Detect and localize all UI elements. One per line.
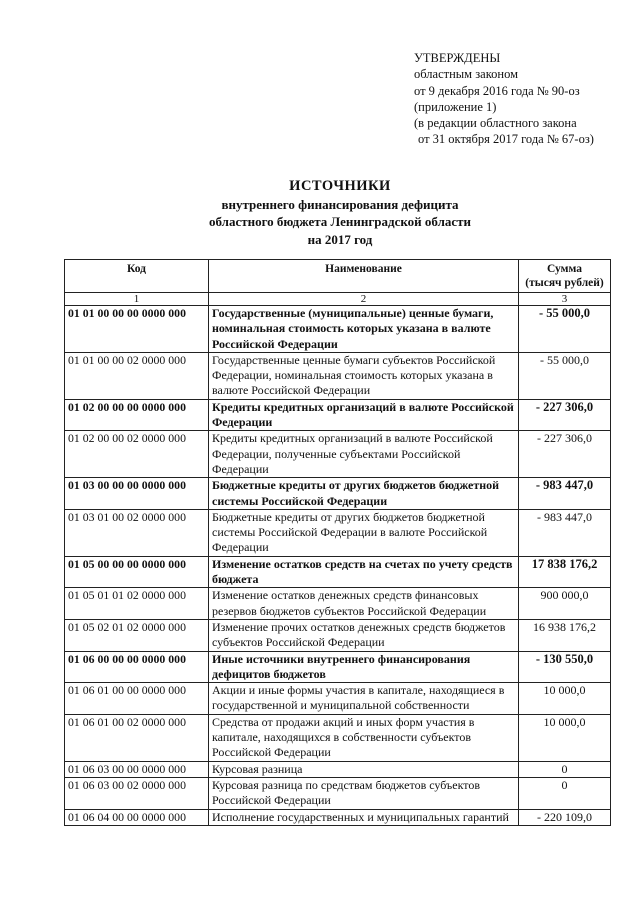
row-code: 01 05 01 01 02 0000 000 [65, 588, 209, 620]
row-name: Изменение остатков средств на счетах по учету средств бюджета [209, 556, 519, 588]
row-code: 01 02 00 00 02 0000 000 [65, 431, 209, 478]
column-number: 1 [65, 293, 209, 306]
column-number-row [65, 293, 611, 306]
row-code: 01 01 00 00 02 0000 000 [65, 352, 209, 399]
row-sum: 0 [519, 761, 611, 777]
title-main: ИСТОЧНИКИ [289, 178, 391, 194]
approval-stamp [414, 50, 594, 148]
row-code: 01 06 00 00 00 0000 000 [65, 651, 209, 683]
row-name: Курсовая разница [209, 761, 519, 777]
table-row [65, 761, 611, 777]
row-code: 01 02 00 00 00 0000 000 [65, 399, 209, 431]
approval-line: от 31 октября 2017 года № 67-оз) [418, 132, 594, 147]
header-sum-label: Сумма [547, 263, 582, 275]
table-row [65, 306, 611, 353]
row-name: Изменение прочих остатков денежных средств бюджетов субъектов Российской Федерации [209, 619, 519, 651]
table-row [65, 556, 611, 588]
row-name: Курсовая разница по средствам бюджетов субъектов Российской Федерации [209, 777, 519, 809]
row-sum: 10 000,0 [519, 683, 611, 715]
table-row [65, 651, 611, 683]
header-code: Код [65, 260, 209, 293]
row-name: Изменение остатков денежных средств финансовых резервов бюджетов субъектов Российской Федерации [209, 588, 519, 620]
row-name: Бюджетные кредиты от других бюджетов бюджетной системы Российской Федерации [209, 478, 519, 510]
row-code: 01 05 00 00 00 0000 000 [65, 556, 209, 588]
approval-line: областным законом [414, 67, 519, 82]
table-row [65, 588, 611, 620]
row-name: Иные источники внутреннего финансирования дефицитов бюджетов [209, 651, 519, 683]
document-title [0, 178, 640, 248]
row-sum: 0 [519, 777, 611, 809]
row-sum: - 220 109,0 [519, 809, 611, 825]
row-code: 01 06 03 00 00 0000 000 [65, 761, 209, 777]
header-sum [519, 260, 611, 293]
row-sum: 10 000,0 [519, 714, 611, 761]
row-code: 01 06 01 00 00 0000 000 [65, 683, 209, 715]
row-sum: 16 938 176,2 [519, 619, 611, 651]
table-row [65, 714, 611, 761]
table-row [65, 399, 611, 431]
approval-line: УТВЕРЖДЕНЫ [414, 51, 501, 65]
row-name: Кредиты кредитных организаций в валюте Российской Федерации, полученные субъектами Российской Федерации [209, 431, 519, 478]
sources-table [64, 259, 611, 826]
header-row [65, 260, 611, 293]
row-sum: - 55 000,0 [519, 306, 611, 353]
row-sum: - 227 306,0 [519, 431, 611, 478]
table-row [65, 809, 611, 825]
approval-line: (приложение 1) [414, 99, 497, 114]
table-row [65, 683, 611, 715]
row-name: Исполнение государственных и муниципальных гарантий [209, 809, 519, 825]
row-code: 01 06 01 00 02 0000 000 [65, 714, 209, 761]
row-name: Государственные ценные бумаги субъектов Российской Федерации, номинальная стоимость которых указана в валюте Российской Федерации [209, 352, 519, 399]
row-name: Акции и иные формы участия в капитале, находящиеся в государственной и муниципальной собственности [209, 683, 519, 715]
row-name: Средства от продажи акций и иных форм участия в капитале, находящихся в собственности субъектов Российской Федерации [209, 714, 519, 761]
column-number: 3 [519, 293, 611, 306]
row-code: 01 03 00 00 00 0000 000 [65, 478, 209, 510]
table-row [65, 777, 611, 809]
row-sum: - 55 000,0 [519, 352, 611, 399]
table-row [65, 619, 611, 651]
table-row [65, 352, 611, 399]
row-sum: 900 000,0 [519, 588, 611, 620]
header-name: Наименование [209, 260, 519, 293]
row-code: 01 03 01 00 02 0000 000 [65, 509, 209, 556]
row-sum: 17 838 176,2 [519, 556, 611, 588]
table-row [65, 478, 611, 510]
row-name: Государственные (муниципальные) ценные бумаги, номинальная стоимость которых указана в валюте Российской Федерации [209, 306, 519, 353]
title-line: внутреннего финансирования дефицита [221, 196, 459, 212]
row-code: 01 01 00 00 00 0000 000 [65, 306, 209, 353]
row-name: Бюджетные кредиты от других бюджетов бюджетной системы Российской Федерации в валюте Российской Федерации [209, 509, 519, 556]
approval-line: (в редакции областного закона [414, 116, 577, 131]
approval-line: от 9 декабря 2016 года № 90-оз [414, 83, 580, 98]
title-line: областного бюджета Ленинградской области [208, 214, 472, 229]
row-code: 01 05 02 01 02 0000 000 [65, 619, 209, 651]
row-sum: - 227 306,0 [519, 399, 611, 431]
header-sum-unit: (тысяч рублей) [525, 277, 604, 289]
row-name: Кредиты кредитных организаций в валюте Российской Федерации [209, 399, 519, 431]
table-row [65, 431, 611, 478]
title-line: на 2017 год [307, 231, 373, 247]
table-row [65, 509, 611, 556]
row-sum: - 983 447,0 [519, 478, 611, 510]
row-code: 01 06 04 00 00 0000 000 [65, 809, 209, 825]
row-code: 01 06 03 00 02 0000 000 [65, 777, 209, 809]
row-sum: - 130 550,0 [519, 651, 611, 683]
row-sum: - 983 447,0 [519, 509, 611, 556]
column-number: 2 [209, 293, 519, 306]
